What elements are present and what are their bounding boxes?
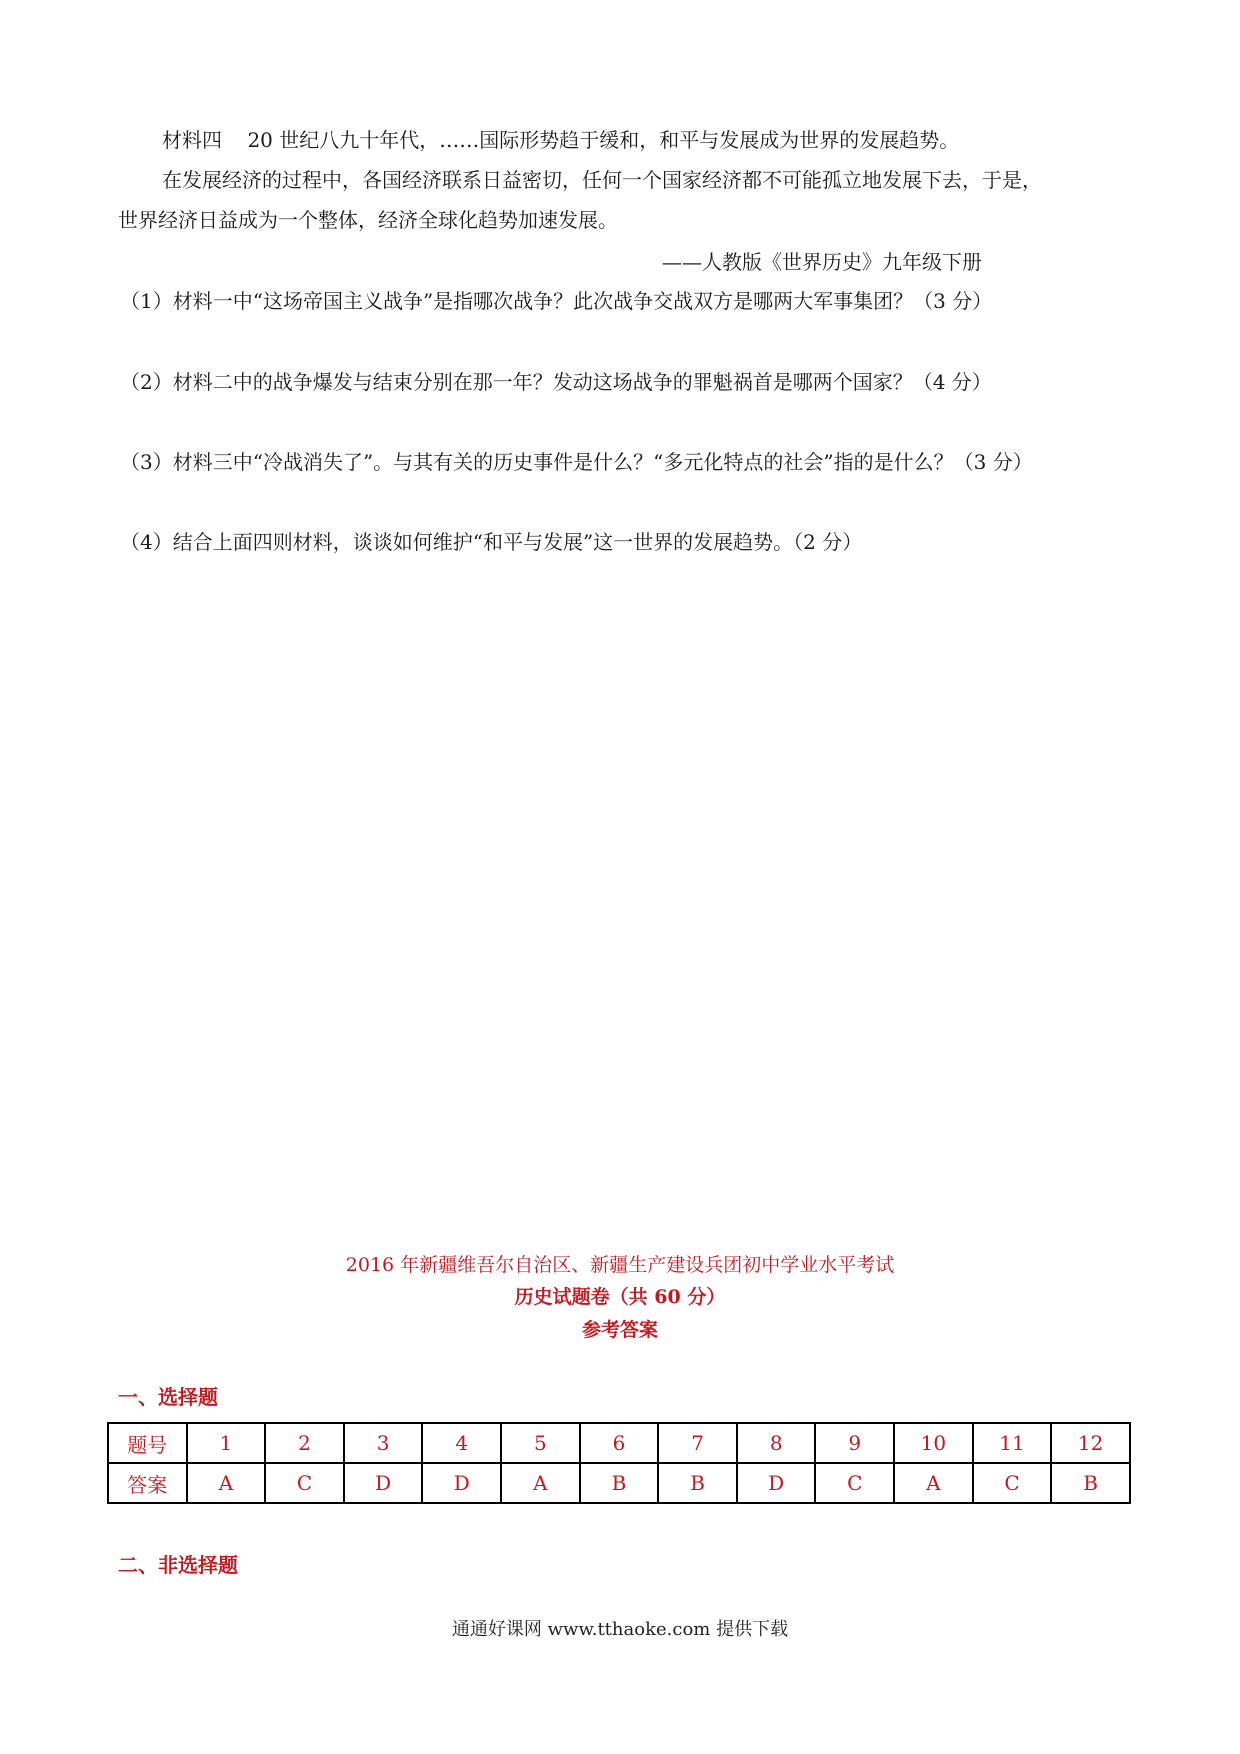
question-number: 1 <box>187 1423 266 1463</box>
material4-line3: 世界经济日益成为一个整体，经济全球化趋势加速发展。 <box>118 208 618 232</box>
answer-cell: D <box>422 1463 501 1503</box>
material4-line2: 在发展经济的过程中，各国经济联系日益密切，任何一个国家经济都不可能孤立地发展下去，于是， <box>162 168 1042 192</box>
question-number: 4 <box>422 1423 501 1463</box>
answer-cell: A <box>894 1463 973 1503</box>
question-number: 6 <box>580 1423 659 1463</box>
question-number: 8 <box>737 1423 816 1463</box>
question-number: 2 <box>265 1423 344 1463</box>
answer-cell: D <box>344 1463 423 1503</box>
answer-heading: 参考答案 <box>581 1319 658 1341</box>
question-number: 3 <box>344 1423 423 1463</box>
material4-text: 20 世纪八九十年代，……国际形势趋于缓和，和平与发展成为世界的发展趋势。 <box>247 128 960 152</box>
table-row-answers <box>108 1463 1130 1503</box>
answer-cell: C <box>973 1463 1052 1503</box>
answer-cell: A <box>501 1463 580 1503</box>
question-4: （4）结合上面四则材料，谈谈如何维护“和平与发展”这一世界的发展趋势。（2 分） <box>120 530 863 554</box>
answer-cell: B <box>1051 1463 1130 1503</box>
row-label-answer: 答案 <box>108 1463 187 1503</box>
answer-cell: C <box>815 1463 894 1503</box>
exam-title: 2016 年新疆维吾尔自治区、新疆生产建设兵团初中学业水平考试 <box>345 1254 895 1276</box>
answer-cell: B <box>580 1463 659 1503</box>
answer-cell: C <box>265 1463 344 1503</box>
answer-table <box>107 1422 1131 1504</box>
table-row-numbers <box>108 1423 1130 1463</box>
question-number: 7 <box>658 1423 737 1463</box>
answer-cell: D <box>737 1463 816 1503</box>
answer-cell: A <box>187 1463 266 1503</box>
paper-title: 历史试题卷（共 60 分） <box>514 1286 726 1308</box>
question-1: （1）材料一中“这场帝国主义战争”是指哪次战争？此次战争交战双方是哪两大军事集团？（3 分） <box>120 289 993 313</box>
section-choice-heading: 一、选择题 <box>118 1385 218 1409</box>
section-nonchoice-heading: 二、非选择题 <box>118 1553 238 1577</box>
question-number: 5 <box>501 1423 580 1463</box>
material4-source: ——人教版《世界历史》九年级下册 <box>662 250 982 274</box>
question-number: 11 <box>973 1423 1052 1463</box>
question-3: （3）材料三中“冷战消失了”。与其有关的历史事件是什么？“多元化特点的社会”指的是什么？（3 分） <box>120 450 1033 474</box>
question-number: 12 <box>1051 1423 1130 1463</box>
row-label-number: 题号 <box>108 1423 187 1463</box>
material4-line1 <box>162 128 959 152</box>
question-number: 9 <box>815 1423 894 1463</box>
question-2: （2）材料二中的战争爆发与结束分别在那一年？发动这场战争的罪魁祸首是哪两个国家？（4 分） <box>120 370 992 394</box>
question-number: 10 <box>894 1423 973 1463</box>
material4-label: 材料四 <box>162 128 222 152</box>
answer-cell: B <box>658 1463 737 1503</box>
page-footer: 通通好课网 www.tthaoke.com 提供下载 <box>451 1619 789 1640</box>
